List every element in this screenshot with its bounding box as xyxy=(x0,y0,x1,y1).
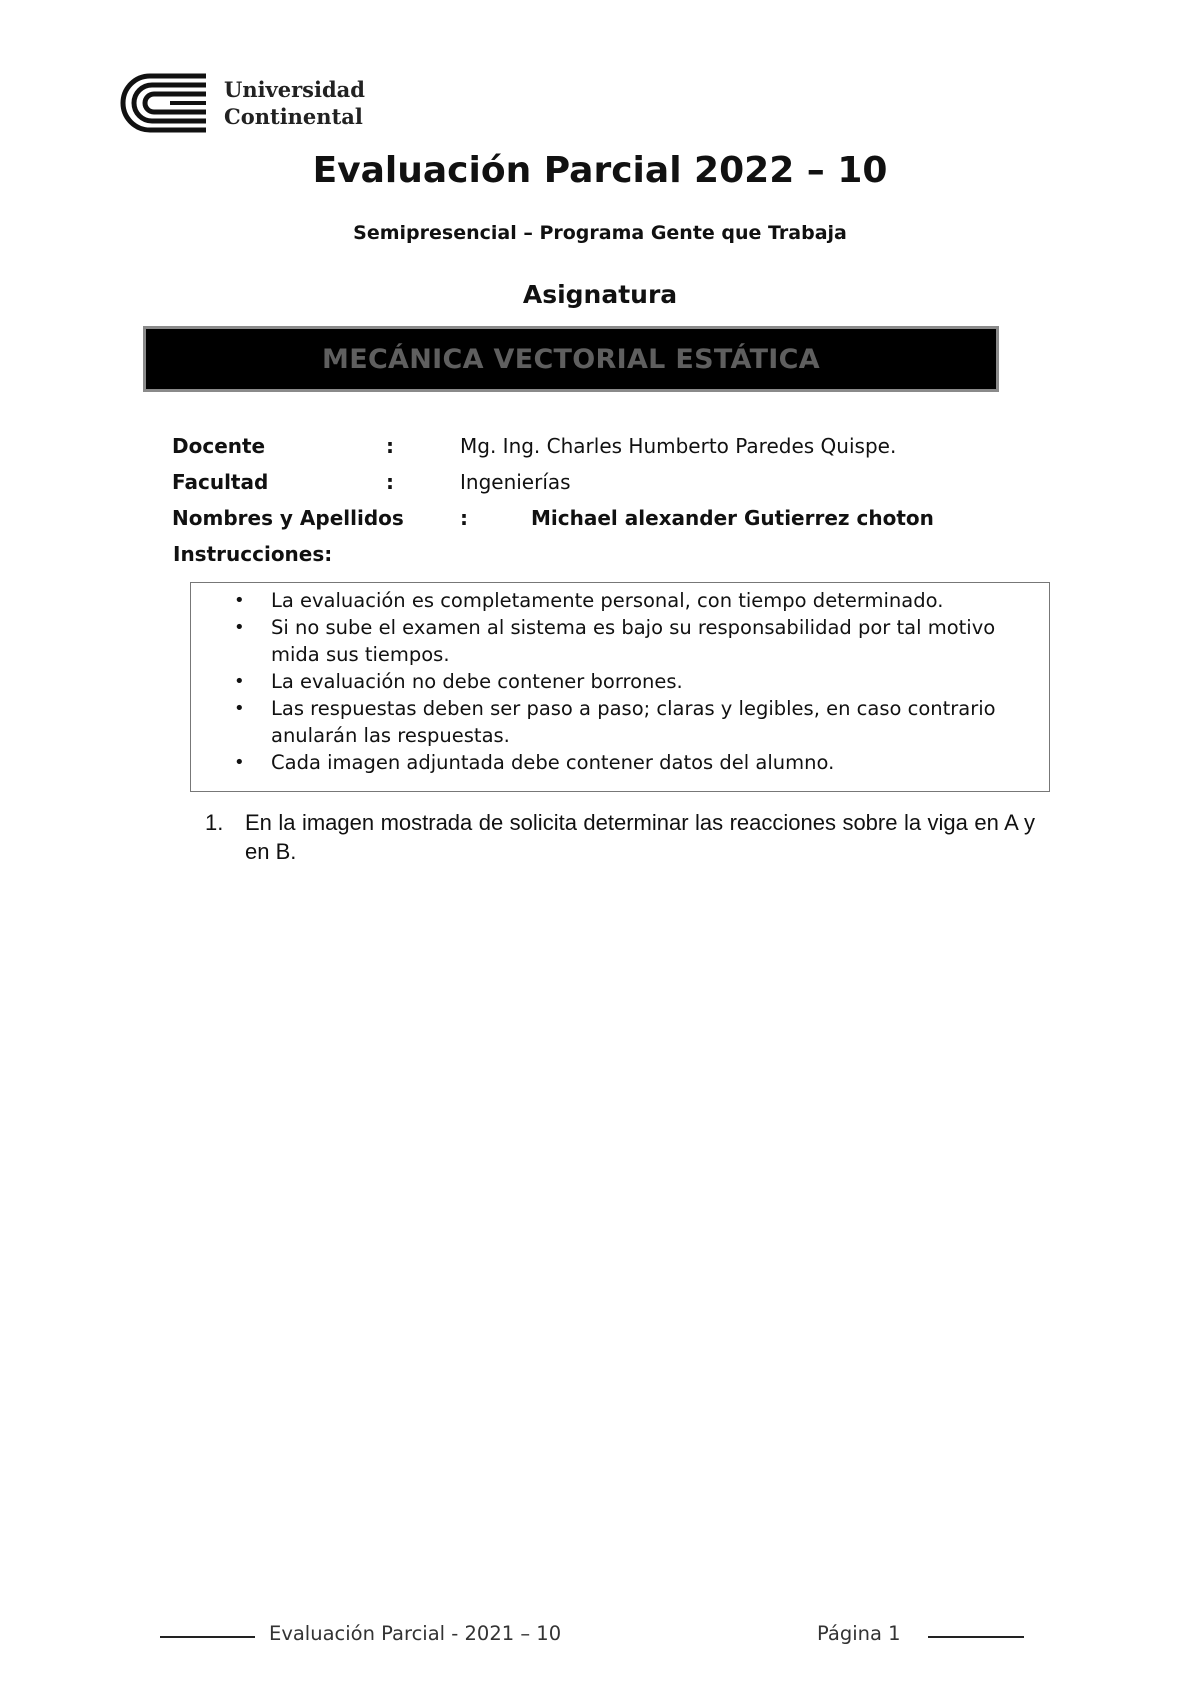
instruction-item xyxy=(191,668,1049,695)
instruction-text: Las respuestas deben ser paso a paso; claras y legibles, en caso contrario anularán las respuestas. xyxy=(271,697,996,747)
facultad-value: Ingenierías xyxy=(460,470,571,494)
logo-line-1: Universidad xyxy=(224,77,365,102)
course-name: MECÁNICA VECTORIAL ESTÁTICA xyxy=(322,343,820,375)
facultad-label: Facultad xyxy=(172,470,269,494)
asignatura-heading: Asignatura xyxy=(522,280,678,309)
instructions-box xyxy=(190,582,1050,792)
question-1 xyxy=(205,808,1035,866)
course-banner xyxy=(143,326,999,392)
page-footer xyxy=(0,1622,1200,1652)
instruction-text: Cada imagen adjuntada debe contener datos del alumno. xyxy=(271,751,835,774)
docente-label: Docente xyxy=(172,434,266,458)
docente-colon: : xyxy=(386,434,394,458)
instruction-item xyxy=(191,614,1049,668)
nombres-label: Nombres y Apellidos xyxy=(172,506,404,530)
university-logo-text xyxy=(224,76,365,130)
nombres-value: Michael alexander Gutierrez choton xyxy=(531,506,934,530)
bullet-icon: • xyxy=(234,617,245,638)
bullet-icon: • xyxy=(234,698,245,719)
bullet-icon: • xyxy=(234,671,245,692)
instruction-text: La evaluación no debe contener borrones. xyxy=(271,670,683,693)
footer-rule-left xyxy=(160,1636,255,1638)
bullet-icon: • xyxy=(234,752,245,773)
instruction-item xyxy=(191,749,1049,776)
instruction-item xyxy=(191,695,1049,749)
university-logo-icon xyxy=(120,70,210,136)
bullet-icon: • xyxy=(234,590,245,611)
instrucciones-label: Instrucciones: xyxy=(173,542,333,566)
footer-text: Evaluación Parcial - 2021 – 10 xyxy=(269,1622,562,1645)
page-subtitle: Semipresencial – Programa Gente que Trabaja xyxy=(353,222,847,244)
instruction-text: La evaluación es completamente personal, con tiempo determinado. xyxy=(271,589,944,612)
docente-value: Mg. Ing. Charles Humberto Paredes Quispe. xyxy=(460,434,897,458)
instruction-text: Si no sube el examen al sistema es bajo su responsabilidad por tal motivo mida sus tiempos. xyxy=(271,616,996,666)
page-title: Evaluación Parcial 2022 – 10 xyxy=(312,150,888,191)
footer-page-number: Página 1 xyxy=(817,1622,901,1645)
footer-rule-right xyxy=(928,1636,1024,1638)
question-text: En la imagen mostrada de solicita determinar las reacciones sobre la viga en A y en B. xyxy=(245,810,1035,864)
university-logo xyxy=(120,70,365,136)
instruction-item xyxy=(191,587,1049,614)
question-number: 1. xyxy=(205,810,224,835)
instructions-list xyxy=(191,587,1049,776)
nombres-colon: : xyxy=(460,506,468,530)
facultad-colon: : xyxy=(386,470,394,494)
logo-line-2: Continental xyxy=(224,104,363,129)
